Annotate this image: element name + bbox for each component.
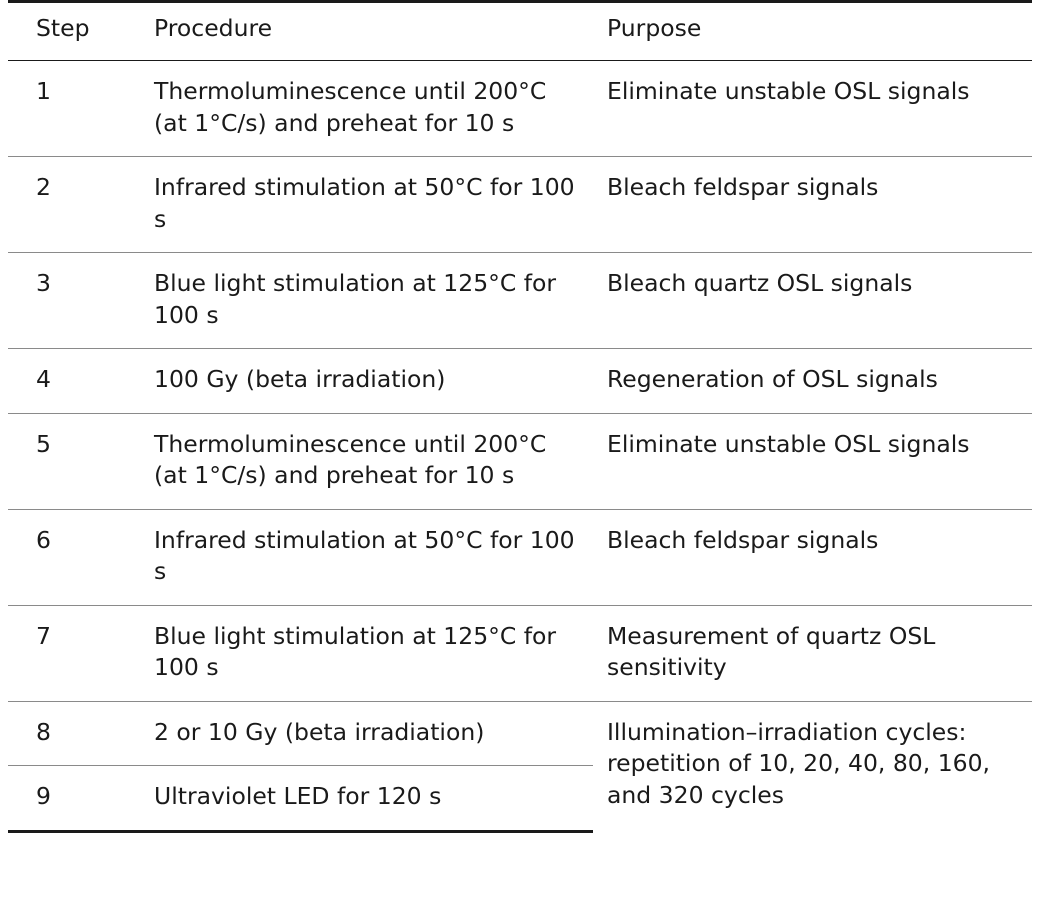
column-header-procedure: Procedure <box>138 2 593 61</box>
table-row <box>8 413 1032 509</box>
cell-step: 3 <box>8 253 138 349</box>
table-row <box>8 253 1032 349</box>
cell-step: 1 <box>8 61 138 157</box>
cell-purpose: Eliminate unstable OSL signals <box>593 61 1032 157</box>
cell-procedure: Ultraviolet LED for 120 s <box>138 766 593 831</box>
cell-step: 8 <box>8 701 138 765</box>
cell-purpose: Bleach feldspar signals <box>593 157 1032 253</box>
cell-step: 4 <box>8 349 138 413</box>
cell-procedure: Infrared stimulation at 50°C for 100 s <box>138 509 593 605</box>
cell-step: 9 <box>8 766 138 831</box>
cell-procedure: Blue light stimulation at 125°C for 100 s <box>138 253 593 349</box>
table-header-row <box>8 2 1032 61</box>
cell-step: 2 <box>8 157 138 253</box>
table-body <box>8 61 1032 831</box>
table-row <box>8 349 1032 413</box>
cell-purpose: Eliminate unstable OSL signals <box>593 413 1032 509</box>
protocol-table <box>8 0 1032 833</box>
table-row <box>8 701 1032 765</box>
cell-purpose: Bleach quartz OSL signals <box>593 253 1032 349</box>
cell-procedure: 2 or 10 Gy (beta irradiation) <box>138 701 593 765</box>
column-header-step: Step <box>8 2 138 61</box>
table-row <box>8 509 1032 605</box>
cell-purpose: Regeneration of OSL signals <box>593 349 1032 413</box>
column-header-purpose: Purpose <box>593 2 1032 61</box>
cell-purpose: Measurement of quartz OSL sensitivity <box>593 605 1032 701</box>
cell-procedure: Blue light stimulation at 125°C for 100 s <box>138 605 593 701</box>
cell-step: 5 <box>8 413 138 509</box>
cell-step: 6 <box>8 509 138 605</box>
cell-purpose-merged: Illumination–irradiation cycles: repetition of 10, 20, 40, 80, 160, and 320 cycles <box>607 717 991 809</box>
cell-procedure: Thermoluminescence until 200°C (at 1°C/s) and preheat for 10 s <box>138 413 593 509</box>
table-row <box>8 157 1032 253</box>
cell-procedure: Infrared stimulation at 50°C for 100 s <box>138 157 593 253</box>
cell-purpose: Bleach feldspar signals <box>593 509 1032 605</box>
table-header <box>8 2 1032 61</box>
table-row <box>8 61 1032 157</box>
cell-procedure: Thermoluminescence until 200°C (at 1°C/s) and preheat for 10 s <box>138 61 593 157</box>
cell-procedure: 100 Gy (beta irradiation) <box>138 349 593 413</box>
cell-step: 7 <box>8 605 138 701</box>
table-row <box>8 605 1032 701</box>
